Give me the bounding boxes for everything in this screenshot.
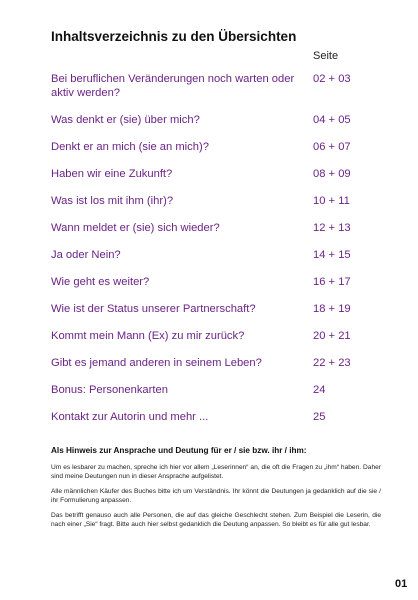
toc-entry[interactable] [51, 113, 361, 127]
notes-paragraph: Um es lesbarer zu machen, spreche ich hier vor allem „Leserinnen“ an, die oft die Fragen zu „ihm“ haben. Daher sind meine Deutungen nun in dieser Ansprache aufgelistet. [51, 464, 381, 480]
toc-entry[interactable] [51, 275, 361, 289]
toc-entry-pages: 22 + 23 [313, 357, 351, 369]
toc-entry-title: Bonus: Personenkarten [51, 384, 168, 396]
toc-entry-title: Was ist los mit ihm (ihr)? [51, 195, 174, 207]
toc-entry[interactable] [51, 383, 361, 397]
toc-entry-pages: 24 [313, 384, 326, 396]
toc-entry[interactable] [51, 302, 361, 316]
toc-entry-pages: 12 + 13 [313, 222, 351, 234]
toc-entry-title: Denkt er an mich (sie an mich)? [51, 141, 209, 153]
notes-heading: Als Hinweis zur Ansprache und Deutung für er / sie bzw. ihr / ihm: [51, 446, 307, 455]
toc-entry-pages: 08 + 09 [313, 168, 351, 180]
table-of-contents [51, 72, 361, 424]
toc-entry[interactable] [51, 140, 361, 154]
toc-entry-title: Kommt mein Mann (Ex) zu mir zurück? [51, 330, 245, 342]
toc-entry-title: Ja oder Nein? [51, 249, 121, 261]
toc-entry-title: Bei beruflichen Veränderungen noch warten oder aktiv werden? [51, 73, 295, 99]
toc-entry-title: Kontakt zur Autorin und mehr ... [51, 411, 209, 423]
toc-entry-title: Gibt es jemand anderen in seinem Leben? [51, 357, 262, 369]
toc-entry[interactable] [51, 167, 361, 181]
toc-entry-pages: 20 + 21 [313, 330, 351, 342]
toc-entry[interactable] [51, 194, 361, 208]
toc-entry-title: Wann meldet er (sie) sich wieder? [51, 222, 220, 234]
toc-entry-pages: 04 + 05 [313, 114, 351, 126]
toc-entry-title: Wie geht es weiter? [51, 276, 150, 288]
toc-entry[interactable] [51, 221, 361, 235]
usage-notes [51, 446, 381, 537]
toc-entry[interactable] [51, 410, 361, 424]
toc-entry[interactable] [51, 356, 361, 370]
notes-paragraph: Alle männlichen Käufer des Buches bitte ich um Verständnis. Ihr könnt die Deutungen ja gedanklich auf die sie / ihr Formulierung anpassen. [51, 488, 381, 504]
page-title: Inhaltsverzeichnis zu den Übersichten [51, 29, 297, 44]
page-column-header: Seite [313, 50, 339, 62]
toc-entry-title: Wie ist der Status unserer Partnerschaft? [51, 303, 256, 315]
toc-entry-title: Was denkt er (sie) über mich? [51, 114, 200, 126]
toc-entry-pages: 25 [313, 411, 326, 423]
toc-entry-title: Haben wir eine Zukunft? [51, 168, 173, 180]
toc-entry[interactable] [51, 248, 361, 262]
toc-entry-pages: 14 + 15 [313, 249, 351, 261]
page-number: 01 [395, 578, 408, 590]
toc-entry[interactable] [51, 72, 361, 100]
toc-entry-pages: 06 + 07 [313, 141, 351, 153]
toc-entry[interactable] [51, 329, 361, 343]
toc-entry-pages: 16 + 17 [313, 276, 351, 288]
toc-entry-pages: 18 + 19 [313, 303, 351, 315]
notes-paragraph: Das betrifft genauso auch alle Personen, die auf das gleiche Geschlecht stehen. Zum Beispiel die Leserin, die nach einer „Sie“ fragt. Bitte auch hier selbst gedanklich die Deutung anpassen. So bleibt es für alle gut lesbar. [51, 512, 381, 528]
toc-entry-pages: 02 + 03 [313, 73, 351, 85]
toc-entry-pages: 10 + 11 [313, 195, 350, 207]
